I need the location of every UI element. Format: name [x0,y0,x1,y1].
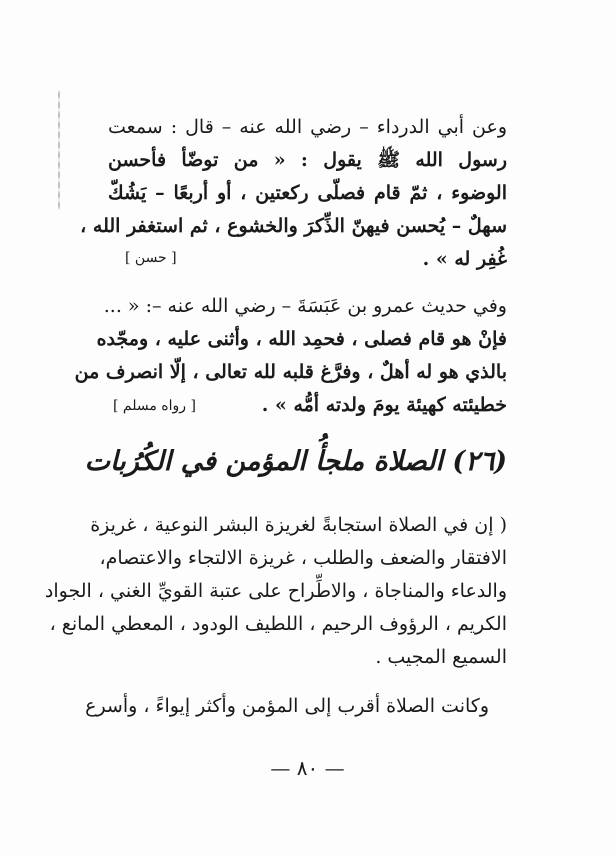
text-line: وكانت الصلاة أقرب إلى المؤمن وأكثر إيواءً ، وأسرع [85,695,489,717]
page-number: — ٨٠ — [270,756,345,780]
text-line: الافتقار والضعف والطلب ، غريزة الالتجاء والاعتصام، [99,547,507,569]
text-line: الوضوء ، ثمّ قام فصلّى ركعتين ، أو أربعًا – يَشُكّ [108,182,507,204]
text-line: وعن أبي الدرداء – رضي الله عنه – قال : سمعت [108,116,507,138]
text-line: السميع المجيب . [375,646,507,668]
text-line: فإنْ هو قام فصلى ، فحمِد الله ، وأثنى عليه ، ومجّده [96,328,507,350]
source-tag: [ رواه مسلم ] [113,398,196,414]
text-line: ( إن في الصلاة استجابةً لغريزة البشر النوعية ، غريزة [90,514,507,536]
text-line: والدعاء والمناجاة ، والاطِّراح على عتبة القويِّ الغني ، الجواد [44,580,507,602]
text-line: غُفِر له » . [422,248,507,270]
text-line: رسول الله ﷺ يقول : « من توضّأ فأحسن [108,149,507,171]
text-line: بالذي هو له أهلٌ ، وفرَّغ قلبه لله تعالى ، إلّا انصرف من [74,361,507,383]
text-line: وفي حديث عمرو بن عَبَسَةَ – رضي الله عنه –: « ... [103,295,507,317]
text-line: سهلٌ – يُحسن فيهنّ الذِّكرَ والخشوع ، ثم استغفر الله ، [80,215,507,237]
text-line: خطيئته كهيئة يومَ ولدته أمُّه » . [261,394,507,416]
section-heading: (٢٦) الصلاة ملجأُ المؤمن في الكُرُبات [84,446,507,477]
source-tag: [ حسن ] [125,250,177,266]
scan-edge-dots [58,90,60,210]
text-line: الكريم ، الرؤوف الرحيم ، اللطيف الودود ، المعطي المانع ، [49,613,507,635]
